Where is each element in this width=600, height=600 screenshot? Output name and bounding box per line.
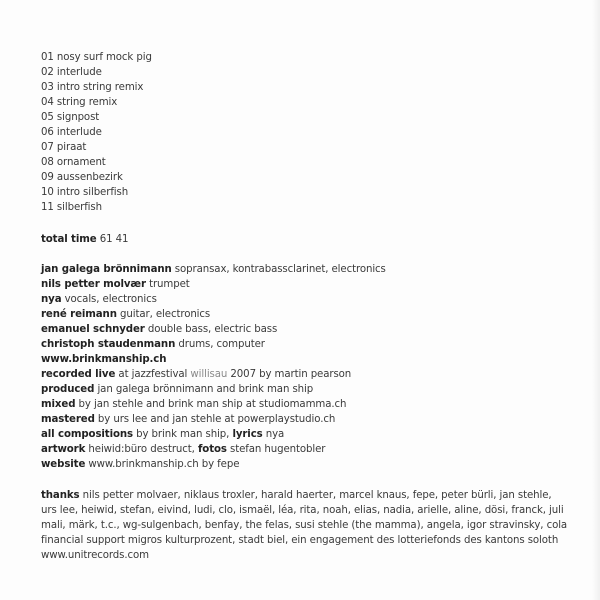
total-time-label: total time (41, 234, 97, 245)
personnel-item: jan galega brönnimann sopransax, kontrabassclarinet, electronics (41, 264, 386, 275)
personnel-item: nils petter molvær trumpet (41, 279, 190, 290)
track-item: 02 interlude (41, 67, 102, 78)
credit-mixed: mixed by jan stehle and brink man ship at studiomamma.ch (41, 399, 347, 410)
thanks-line: financial support migros kulturprozent, stadt biel, ein engagement des lotteriefonds des kantons soloth (41, 535, 559, 546)
personnel-item: nya vocals, electronics (41, 294, 157, 305)
credit-website: website www.brinkmanship.ch by fepe (41, 459, 240, 470)
thanks-line: thanks nils petter molvaer, niklaus troxler, harald haerter, marcel knaus, fepe, peter bürli, jan stehle, (41, 490, 552, 501)
thanks-line: mali, märk, t.c., wg-sulgenbach, benfay, the felas, susi stehle (the mamma), angela, igor stravinsky, cola (41, 520, 568, 531)
track-item: 06 interlude (41, 127, 102, 138)
personnel-item: christoph staudenmann drums, computer (41, 339, 265, 350)
personnel-item: emanuel schnyder double bass, electric bass (41, 324, 278, 335)
total-time-value: 61 41 (99, 234, 129, 245)
track-item: 10 intro silberfish (41, 187, 129, 198)
label-website: www.unitrecords.com (41, 550, 149, 561)
track-item: 04 string remix (41, 97, 118, 108)
personnel-item: rené reimann guitar, electronics (41, 309, 211, 320)
total-time (41, 232, 128, 247)
credit-recorded: recorded live at jazzfestival willisau 2007 by martin pearson (41, 369, 352, 380)
page-edge-shadow (592, 0, 600, 600)
thanks-line: urs lee, heiwid, stefan, eivind, ludi, clo, ismaël, léa, rita, noah, elias, nadia, arielle, aline, dösi, franck, juli (41, 505, 564, 516)
band-website: www.brinkmanship.ch (41, 354, 167, 365)
track-item: 11 silberfish (41, 202, 102, 213)
track-item: 05 signpost (41, 112, 100, 123)
credit-produced: produced jan galega brönnimann and brink man ship (41, 384, 314, 395)
track-item: 01 nosy surf mock pig (41, 52, 152, 63)
track-item: 08 ornament (41, 157, 106, 168)
credit-mastered: mastered by urs lee and jan stehle at powerplaystudio.ch (41, 414, 336, 425)
track-item: 09 aussenbezirk (41, 172, 123, 183)
track-item: 03 intro string remix (41, 82, 144, 93)
credit-artwork: artwork heiwid:büro destruct, fotos stefan hugentobler (41, 444, 326, 455)
credit-compositions: all compositions by brink man ship, lyrics nya (41, 429, 285, 440)
track-item: 07 piraat (41, 142, 87, 153)
